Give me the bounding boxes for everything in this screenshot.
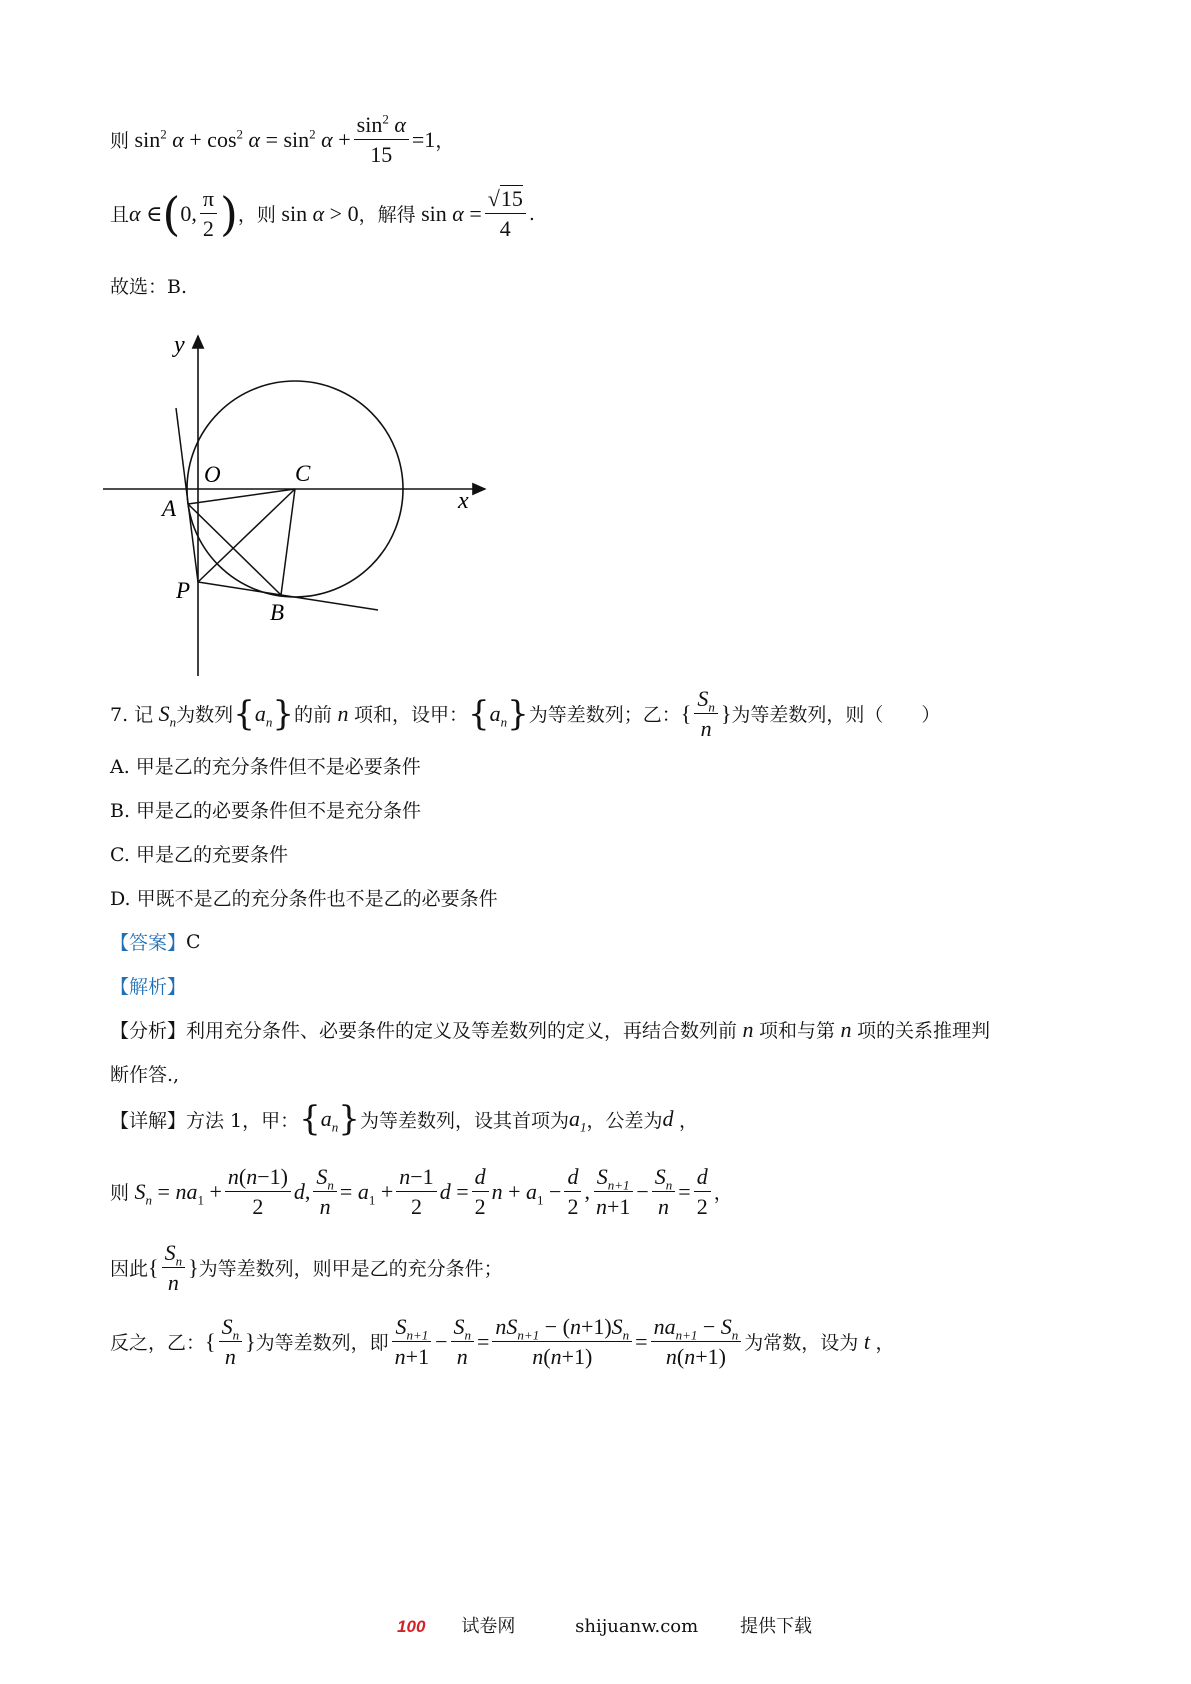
option-c[interactable]: C. 甲是乙的充要条件 xyxy=(110,844,288,866)
option-b[interactable]: B. 甲是乙的必要条件但不是充分条件 xyxy=(110,800,422,822)
geometry-figure xyxy=(100,328,520,688)
segment-ac xyxy=(188,489,295,504)
fraction-sqrt15-4: $\frac{√15}{4}$ xyxy=(485,186,526,242)
xiangjie-line: 【详解】 方法 1，甲： { $a_n$ } 为等差数列，设其首项为 $a_1$ ，公差为 d ， xyxy=(110,1099,698,1139)
text-guxuan: 故选：B. xyxy=(110,276,188,298)
tangent-line-pa xyxy=(176,408,198,582)
jiexi-label: 【解析】 xyxy=(110,976,187,998)
math-expr: $\sin^2 \alpha + \cos^2 \alpha = \sin^2 \alpha$ + xyxy=(129,126,351,152)
label-x: x xyxy=(458,488,469,514)
equation-line-2: 且 α ∈ ( 0, $\frac{\pi}{2}$ ) ，则 sin α > 0 ，解得 sin α = $\frac{√15}{4}$ . xyxy=(110,186,535,242)
text-qie: 且 xyxy=(110,204,130,227)
fenxi-line-1: 【分析】 利用充分条件、必要条件的定义及等差数列的定义，再结合数列前 n 项和与第 n 项的关系推理判 xyxy=(110,1016,991,1042)
fraction: $\frac{\sin^2 \alpha}{15}$ xyxy=(354,112,409,168)
label-y: y xyxy=(174,332,185,358)
text-comma: ， xyxy=(435,130,455,153)
label-b: B xyxy=(270,600,285,625)
footer xyxy=(0,1612,1191,1638)
answer-value: C xyxy=(186,930,201,953)
answer-label: 【答案】 xyxy=(110,932,187,954)
option-a[interactable]: A. 甲是乙的充分条件但不是必要条件 xyxy=(110,756,421,778)
label-p: P xyxy=(176,578,191,603)
footer-domain[interactable]: shijuanw.com xyxy=(575,1616,699,1637)
text-ze2: ，则 xyxy=(237,204,276,227)
fenxi-line-2: 断作答., xyxy=(110,1064,180,1086)
label-o: O xyxy=(204,462,221,487)
yinci-line: 因此 { $\frac{S_n}{n}$ } 为等差数列，则甲是乙的充分条件； xyxy=(110,1240,503,1296)
fraction-pi-2: $\frac{\pi}{2}$ xyxy=(200,186,217,242)
segment-cb xyxy=(281,489,295,595)
equation-sn: 则 $S_n = na_1$ + $\frac{n(n-1)}{2}$ d, $\frac{S_n}{n}$ = $a_1$ + $\frac{n-1}{2}$ d = $\frac{d}{2}$ $n + a_1$ − $\frac{d}{2}$ , $\frac{S_{n+1}}{n+1}$ − $\frac{S_n}{n}$ = $\frac{d}{2}$ ， xyxy=(110,1164,733,1220)
tangent-line-pb xyxy=(198,582,378,610)
text-ze: 则 xyxy=(110,130,130,153)
label-c: C xyxy=(295,461,311,486)
jiexi-line xyxy=(110,972,186,999)
footer-brand: 100 试卷网 xyxy=(397,1616,516,1637)
label-a: A xyxy=(162,496,177,521)
logo-100-icon: 100 xyxy=(397,1617,426,1636)
equation-line-1: 则 $\sin^2 \alpha + \cos^2 \alpha = \sin^2 \alpha$ + $\frac{\sin^2 \alpha}{15}$ =1 ， xyxy=(110,111,455,168)
answer-line xyxy=(110,928,201,955)
fanzhi-line: 反之，乙： { $\frac{S_n}{n}$ } 为等差数列，即 $\frac{S_{n+1}}{n+1}$ − $\frac{S_n}{n}$ = $\frac{nS_{n+1} - (n+1)S_n}{n(n+1)}$ = $\frac{na_{n+1} - S_n}{n(n+1)}$ 为常数，设为 t ， xyxy=(110,1314,895,1370)
footer-slogan: 提供下载 xyxy=(739,1616,812,1637)
segment-pc xyxy=(198,489,295,582)
option-d[interactable]: D. 甲既不是乙的充分条件也不是乙的必要条件 xyxy=(110,888,498,910)
segment-ab xyxy=(188,504,281,595)
conclusion-line xyxy=(110,272,187,299)
text-jiede: ，解得 xyxy=(358,204,416,227)
question-7: 7. 记 $S_n$ 为数列 { $a_n$ } 的前 n 项和，设甲： { $a_n$ } 为等差数列；乙： { $\frac{S_n}{n}$ } 为等差数列，则（ ） xyxy=(110,686,941,742)
